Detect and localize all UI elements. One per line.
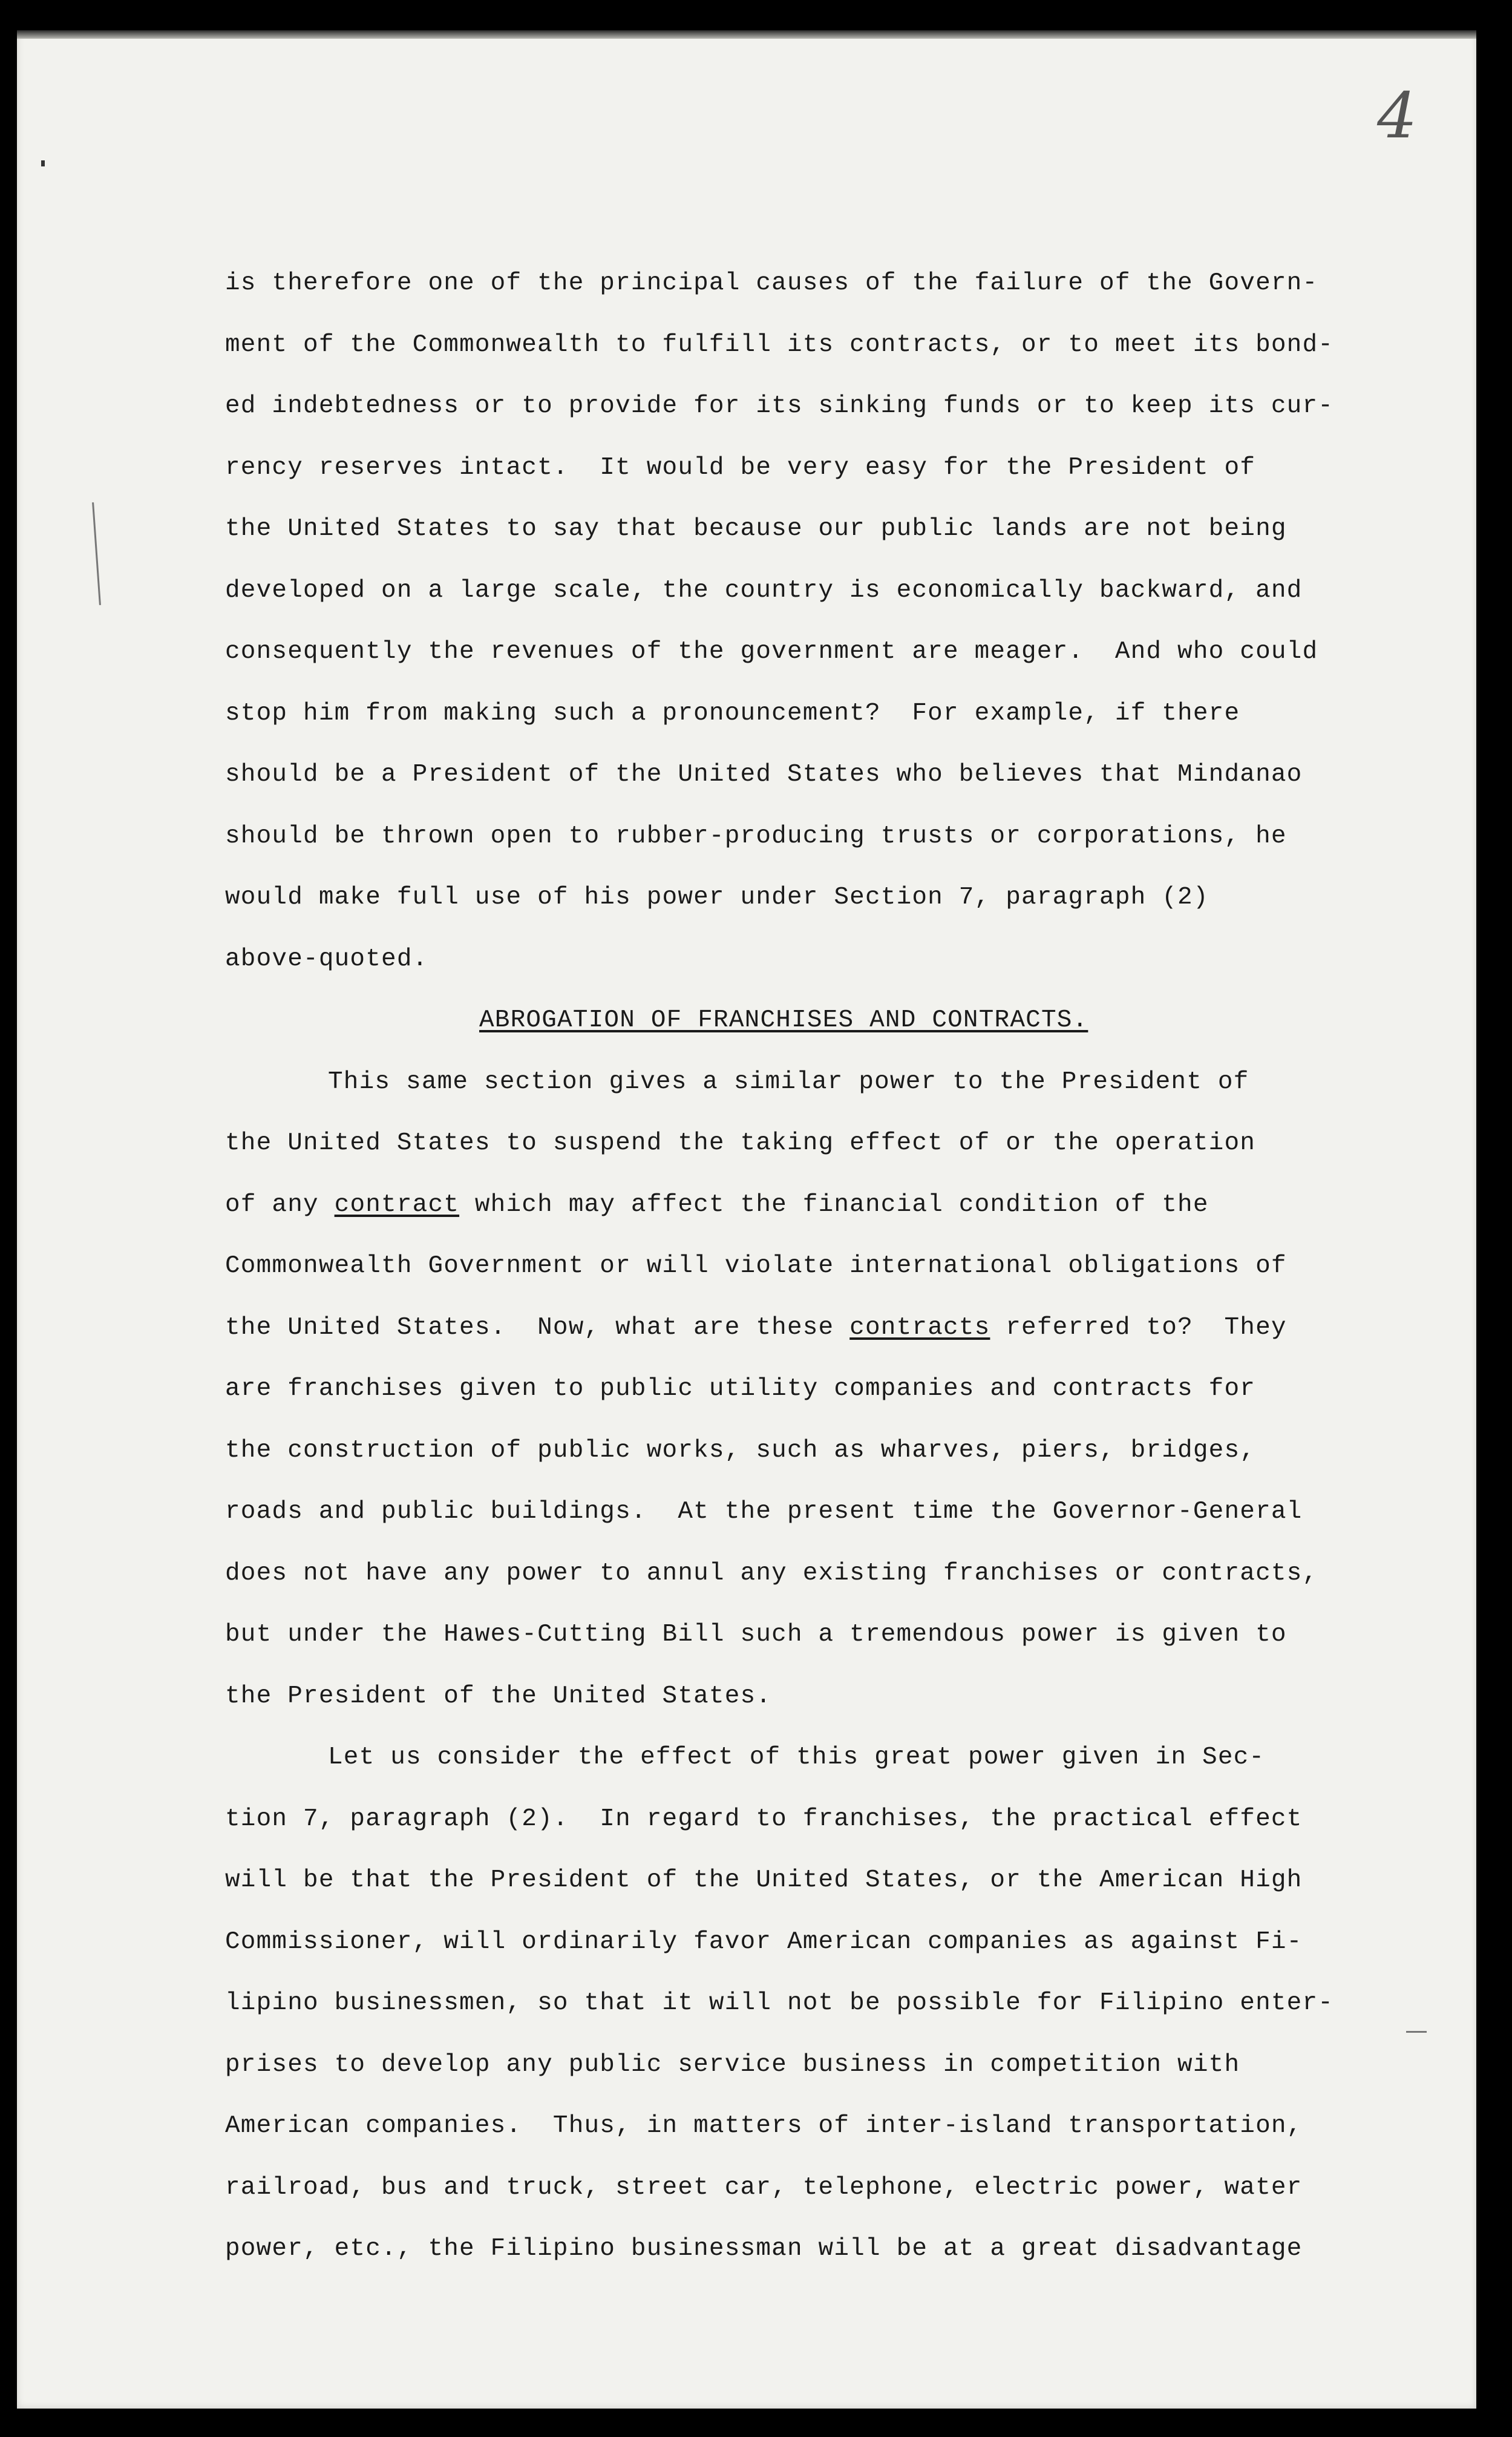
section-heading: ABROGATION OF FRANCHISES AND CONTRACTS.: [479, 1006, 1088, 1034]
text-line: the United States to say that because our public lands are not being: [225, 515, 1287, 543]
text-line: should be thrown open to rubber-producing trusts or corporations, he: [225, 822, 1287, 850]
text-span: the United States. Now, what are these: [225, 1313, 850, 1342]
text-line: lipino businessmen, so that it will not be possible for Filipino enter-: [225, 1989, 1334, 2017]
text-line: tion 7, paragraph (2). In regard to franchises, the practical effect: [225, 1805, 1303, 1833]
text-line: is therefore one of the principal causes of the failure of the Govern-: [225, 269, 1318, 297]
text-line: developed on a large scale, the country is economically backward, and: [225, 576, 1303, 605]
text-line: above-quoted.: [225, 945, 428, 973]
text-line: [225, 1187, 1314, 1248]
text-line: but under the Hawes-Cutting Bill such a tremendous power is given to: [225, 1621, 1287, 1648]
text-line: the United States to suspend the taking effect of or the operation: [225, 1129, 1256, 1157]
text-line: Let us consider the effect of this great power given in Sec-: [328, 1743, 1265, 1771]
document-body: [225, 265, 1334, 2292]
text-line: ment of the Commonwealth to fulfill its contracts, or to meet its bond-: [225, 330, 1334, 359]
text-line: Commonwealth Government or will violate international obligations of: [225, 1252, 1287, 1280]
scan-margin-mark: [41, 160, 45, 166]
text-line: will be that the President of the United States, or the American High: [225, 1866, 1303, 1894]
text-line: railroad, bus and truck, street car, telephone, electric power, water: [225, 2173, 1303, 2202]
document-page: [17, 30, 1476, 2409]
text-line: the President of the United States.: [225, 1682, 772, 1710]
underlined-word: contract: [334, 1190, 460, 1219]
text-line: the construction of public works, such as wharves, piers, bridges,: [225, 1436, 1256, 1464]
underlined-word: contracts: [849, 1313, 990, 1342]
text-span: which may affect the financial condition of the: [459, 1190, 1209, 1219]
text-span: of any: [225, 1190, 335, 1219]
text-line: does not have any power to annul any existing franchises or contracts,: [225, 1559, 1318, 1587]
scan-margin-mark: [92, 502, 101, 605]
text-line: Commissioner, will ordinarily favor American companies as against Fi-: [225, 1927, 1303, 1956]
text-line: would make full use of his power under Section 7, paragraph (2): [225, 884, 1209, 911]
scan-top-edge: [17, 30, 1476, 39]
page-number: 4: [1377, 79, 1418, 153]
text-line: stop him from making such a pronouncement? For example, if there: [225, 699, 1240, 727]
text-line: This same section gives a similar power to the President of: [328, 1068, 1249, 1096]
scan-margin-mark: [1406, 2031, 1427, 2033]
text-line: consequently the revenues of the government are meager. And who could: [225, 638, 1318, 666]
text-line: ed indebtedness or to provide for its sinking funds or to keep its cur-: [225, 392, 1334, 420]
text-line: American companies. Thus, in matters of inter-island transportation,: [225, 2112, 1303, 2140]
text-span: referred to? They: [990, 1313, 1287, 1342]
text-line: roads and public buildings. At the present time the Governor-General: [225, 1498, 1303, 1526]
text-line: should be a President of the United States who believes that Mindanao: [225, 761, 1303, 789]
text-line: power, etc., the Filipino businessman will be at a great disadvantage: [225, 2235, 1303, 2263]
text-line: are franchises given to public utility companies and contracts for: [225, 1375, 1256, 1403]
text-line: rency reserves intact. It would be very easy for the President of: [225, 453, 1256, 482]
text-line: [225, 1310, 1314, 1371]
text-line: prises to develop any public service business in competition with: [225, 2050, 1240, 2079]
